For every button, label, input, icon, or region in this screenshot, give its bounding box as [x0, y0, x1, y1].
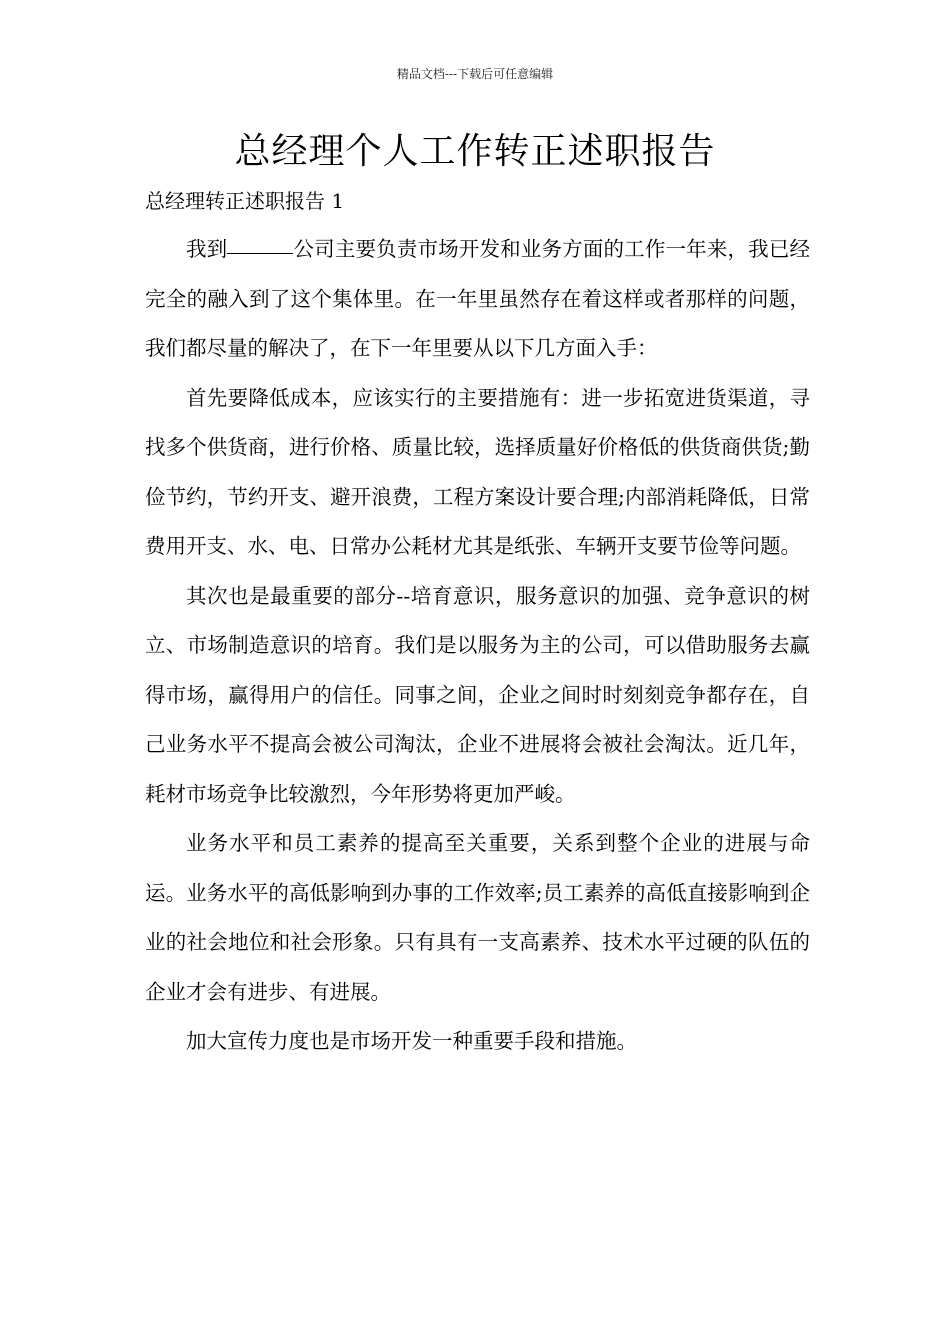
paragraph-1 [145, 225, 810, 374]
page-header: 精品文档---下载后可任意编辑 [396, 67, 554, 81]
fill-in-blank [227, 252, 293, 254]
paragraph-2: 首先要降低成本，应该实行的主要措施有：进一步拓宽进货渠道，寻找多个供货商，进行价格、质量比较，选择质量好价格低的供货商供货;勤俭节约，节约开支、避开浪费，工程方案设计要合理;内部消耗降低，日常费用开支、水、电、日常办公耗材尤其是纸张、车辆开支要节俭等问题。 [145, 385, 810, 558]
document-body [145, 225, 810, 1067]
paragraph-4: 业务水平和员工素养的提高至关重要，关系到整个企业的进展与命运。业务水平的高低影响到办事的工作效率;员工素养的高低直接影响到企业的社会地位和社会形象。只有具有一支高素养、技术水平过硬的队伍的企业才会有进步、有进展。 [145, 831, 810, 1004]
paragraph-1-lead: 我到 [186, 237, 228, 261]
section-title: 总经理转正述职报告 1 [145, 189, 345, 213]
paragraph-1-text: 公司主要负责市场开发和业务方面的工作一年来，我已经完全的融入到了这个集体里。在一年里虽然存在着这样或者那样的问题，我们都尽量的解决了，在下一年里要从以下几方面入手： [145, 237, 811, 360]
paragraph-3: 其次也是最重要的部分--培育意识，服务意识的加强、竞争意识的树立、市场制造意识的培育。我们是以服务为主的公司，可以借助服务去赢得市场，赢得用户的信任。同事之间，企业之间时时刻刻竞争都存在，自己业务水平不提高会被公司淘汰，企业不进展将会被社会淘汰。近几年，耗材市场竞争比较激烈，今年形势将更加严峻。 [145, 583, 810, 806]
document-title: 总经理个人工作转正述职报告 [234, 131, 716, 172]
paragraph-5: 加大宣传力度也是市场开发一种重要手段和措施。 [186, 1029, 637, 1053]
